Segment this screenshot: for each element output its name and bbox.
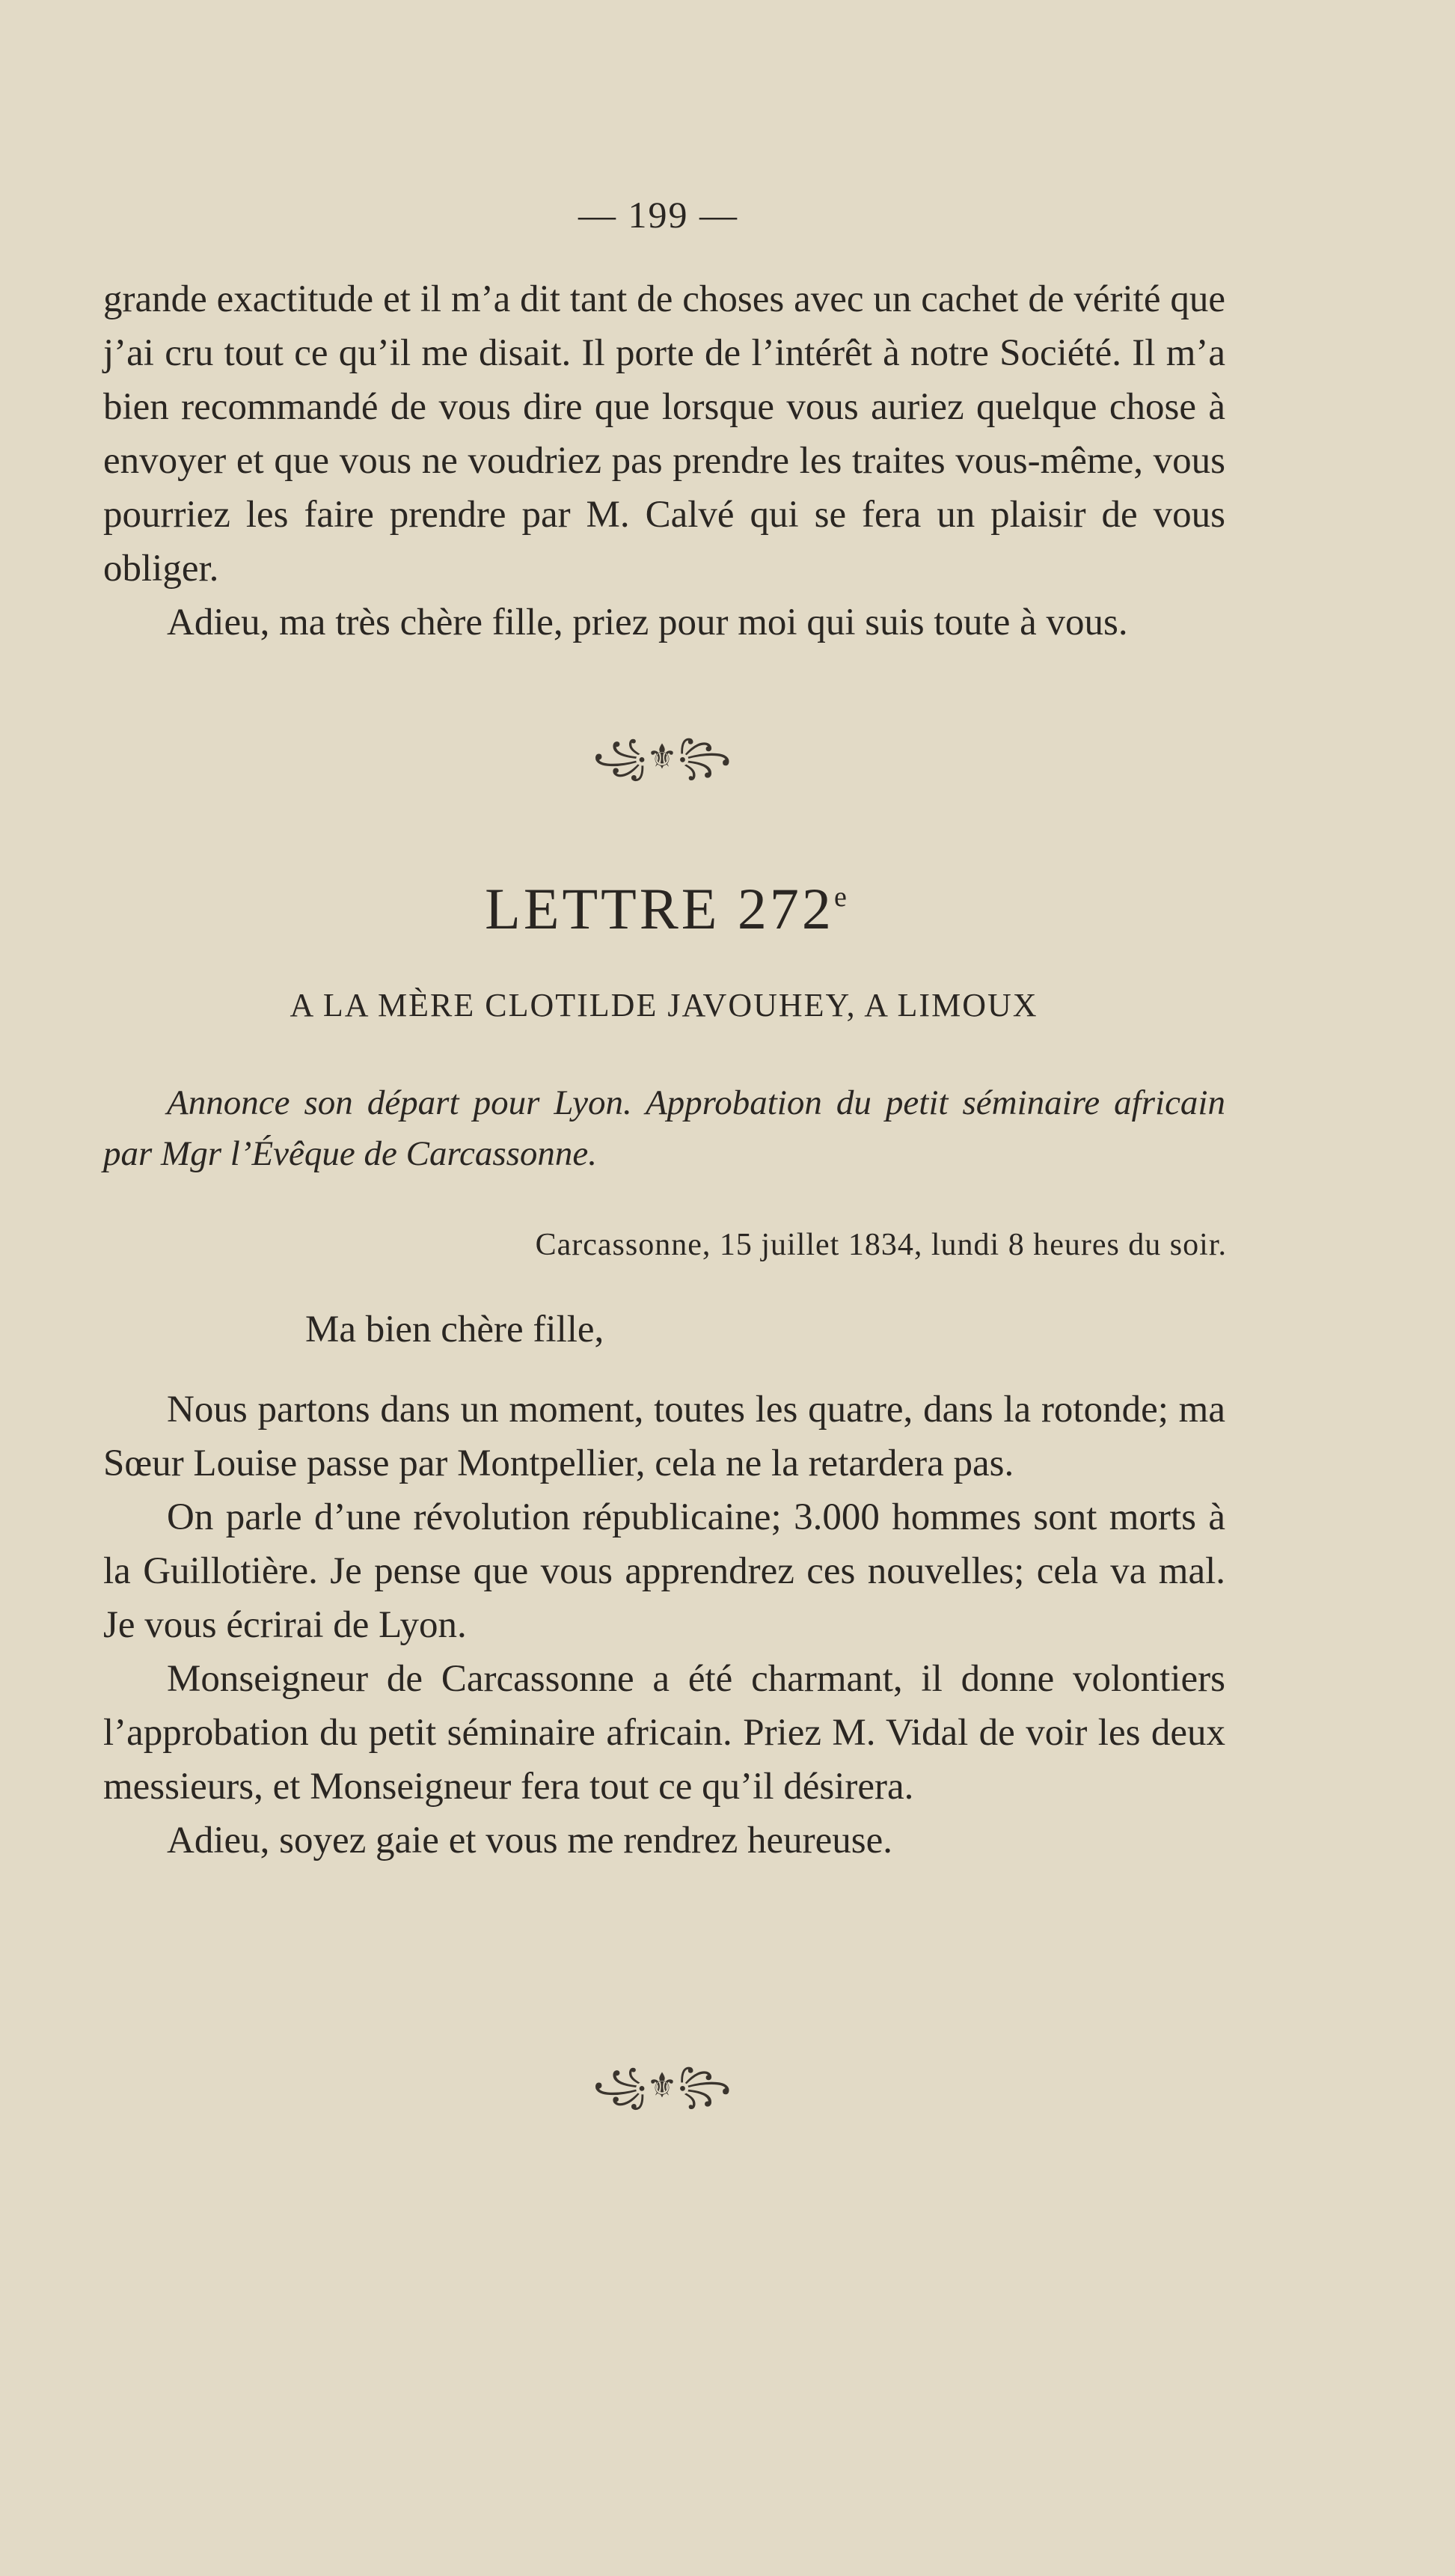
letter-recipient: A LA MÈRE CLOTILDE JAVOUHEY, A LIMOUX	[290, 987, 1038, 1024]
letter-salutation: Ma bien chère fille,	[305, 1309, 604, 1350]
page-number: — 199 —	[578, 194, 738, 236]
continuation-text	[103, 272, 1225, 649]
letter-paragraph-2: On parle d’une révolution républicaine; 3.000 hommes sont morts à la Guillotière. Je pense que vous apprendrez ces nouvelles; cela va mal. Je vous écrirai de Lyon.	[103, 1496, 1225, 1646]
continuation-paragraph-2: Adieu, ma très chère fille, priez pour moi qui suis toute à vous.	[167, 602, 1128, 643]
letter-paragraph-4: Adieu, soyez gaie et vous me rendrez heureuse.	[167, 1820, 893, 1861]
letter-body	[103, 1383, 1225, 1867]
letter-summary: Annonce son départ pour Lyon. Approbation du petit séminaire africain par Mgr l’Évêque de Carcassonne.	[103, 1083, 1225, 1173]
letter-title-text: LETTRE 272	[485, 876, 834, 941]
ornament-divider-end-icon: ꧁⚜꧂	[592, 2066, 732, 2105]
letter-paragraph-1: Nous partons dans un moment, toutes les quatre, dans la rotonde; ma Sœur Louise passe par Montpellier, cela ne la retardera pas.	[103, 1389, 1225, 1484]
letter-title	[0, 875, 1332, 943]
letter-dateline: Carcassonne, 15 juillet 1834, lundi 8 heures du soir.	[535, 1228, 1227, 1262]
letter-paragraph-3: Monseigneur de Carcassonne a été charmant, il donne volontiers l’approbation du petit séminaire africain. Priez M. Vidal de voir les deux messieurs, et Monseigneur fera tout ce qu’il désirera.	[103, 1658, 1225, 1808]
continuation-paragraph-1: grande exactitude et il m’a dit tant de choses avec un cachet de vérité que j’ai cru tout ce qu’il me disait. Il porte de l’intérêt à notre Société. Il m’a bien recommandé de vous dire que lorsque vous auriez quelque chose à envoyer et que vous ne voudriez pas prendre les traites vous-même, vous pourriez les faire prendre par M. Calvé qui se fera un plaisir de vous obliger.	[103, 278, 1225, 590]
ornament-divider-icon: ꧁⚜꧂	[592, 738, 732, 776]
letter-title-suffix: e	[833, 881, 847, 913]
